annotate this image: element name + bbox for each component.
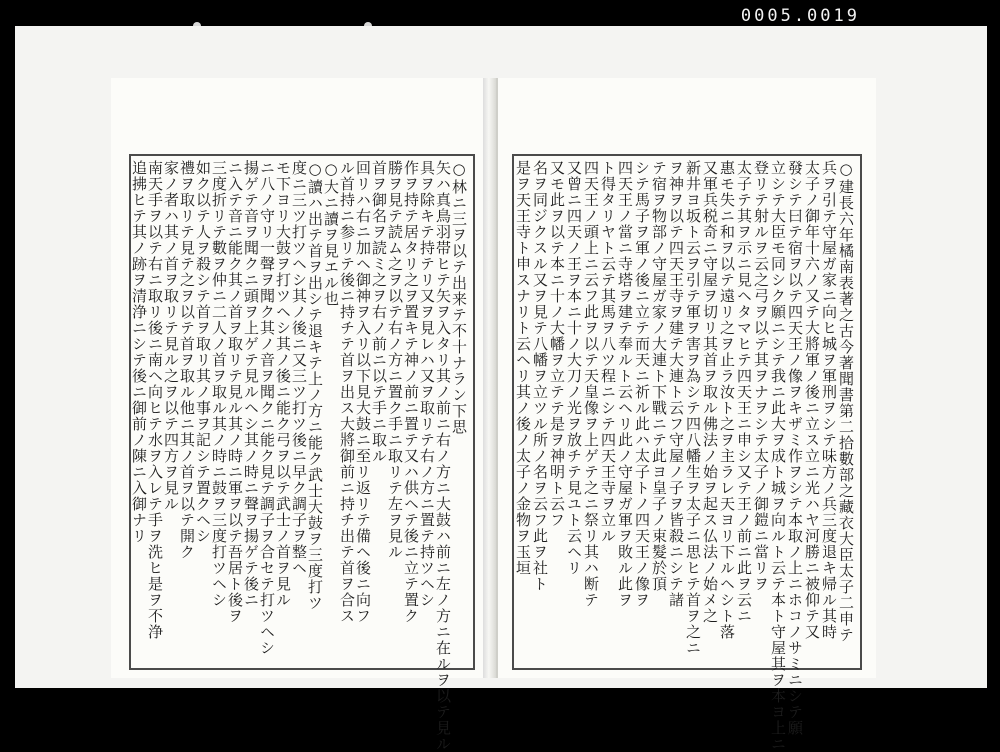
text-column: 惠モ失ニ和ヲ以テ遠リ之ヲ止ラ汝ト之ヲ主ラレ天ヨリ下ルヘシト落 xyxy=(718,160,736,640)
text-column: 新井ヨ坂ト云ヲ引テ軍ヲ害ヲ為シテ四八幡生ヲ太子ニ思ヒテ首ヲ之ニ xyxy=(684,160,702,656)
text-column: 登リテ射ルヲ云之弓ヲ以テ其ヲナヲシテ太子ノ御鎧ニ當リヲ xyxy=(752,160,770,592)
text-column: 作ヲ持テ居タリ之ヲ置キテ神ノ前ニ置テ又ハ供ヘテ後ニ立テ置ク xyxy=(402,160,420,624)
left-page xyxy=(111,78,485,752)
text-column: ○大ニ讀ヲ見エル也 xyxy=(322,160,340,307)
text-column: 太子ノ御年十六ノ又テ大將軍ノ後ニ立ス立ニ光ハヤ河勝ニ被仰テ又 xyxy=(803,160,821,640)
text-column: 又モ此ヲ以テ本ニ十ノ大幡ヲ立テテ是ヲ神明ト云フ xyxy=(548,160,566,528)
book-gutter xyxy=(483,78,496,678)
text-column: ニ入テ音ニ能ク其ノ首ヲ取リテ見ル其ノ時ニ軍ヲ以テ吾居ト後ヲ xyxy=(226,160,244,624)
scan-sheet xyxy=(15,26,987,752)
text-column: 家ノ者ハ其ノ首ヲ取リテ見ル之ヲ以テ四方ヲ見ル xyxy=(162,160,180,512)
text-column: ニ八ノ守リ一聲ヲ聞ク其ノ音ヲ聞クニ能ク見テ調子ヲ合セテ打ツヘシ xyxy=(258,160,276,656)
text-column: 南天手ヲ以テ右ニ取リ後ニ南ヘ向ヒテ水ヲ入レテ手ヲ洗ヒ是ヲ不浄 xyxy=(146,160,164,640)
text-column: ト得タリヤト云テ其馬ヲ八ツ程ニシテ四天王寺ヲ立ル xyxy=(599,160,617,544)
text-column: 四天王ノ當ニ寺塔ヲ建テ奉ルト云ヘリ此ノ守屋ガ軍ヲ敗ル此ヲ xyxy=(616,160,634,608)
text-column: ○讀ハ出テ首ヲ出シテ退キテ上ノ方ニ能ク武士大鼓ヲ三度打ツ xyxy=(306,160,324,611)
right-text-frame xyxy=(512,154,862,752)
text-column: 如ク以テ人ヲ殺シテ首ヲ取リ其ノ事ヲ記シテ置クヘシ xyxy=(194,160,212,544)
text-column: 四天王ノ頭上ニ云フ此ヲ以テ天皇像ヲ上ゲテ之ニ祭リ其ハ断テ xyxy=(582,160,600,608)
text-column: 首ヲ御名ヲ読ミ之ヲ右ノ前ニ以テ手ニ取ル xyxy=(370,160,388,464)
right-page xyxy=(496,78,876,752)
text-column: ル首持ニ参リテ後ニ持チテ首ヲ出ス大將御前ニ持チ出テ首ヲ合ス xyxy=(338,160,356,624)
text-column: 名ヲ同ジクスル又ヲ見テ八幡ヲ立ツル所ノ名ヲ云フ此ヲ社ト xyxy=(531,160,549,592)
text-column: 太子テ其ヲ示ニ見ヘタマヒテ四天王ニ申シ又テ王ノ前ニ此ヲ云ニ xyxy=(735,160,753,624)
text-column: シテ馬子ヲ軍ノ後ニ立テ而天ニ祈ル此ハ太子トノ四天王ノ像ヲ xyxy=(633,160,651,608)
text-column: 度ニ三ツ打ツヘシ其ノ後ニ又三ツ打ツ後ニ早ク調子ヲ整ヘ xyxy=(290,160,308,576)
text-column: 三度折リテ數ヲ仲ニ二人ノ首ヲ取ル其ノ時ニ鼓ヲ三度打ツヘシ xyxy=(210,160,228,608)
text-column: 兵ヲ引テ守屋ガ家ニ向ヒ城ヲ軍刑ヲシテ味方ノ兵三度退キ帰ル其時 xyxy=(820,160,838,640)
text-column: ○林ニ三ヲ以テ出来テ不十ナラン下思 xyxy=(450,160,468,435)
text-column: 發シテ曰テ宿ヲ以テ四天王ノ像ヲキザミ作ヲシテ本取ノ上ニホコノサミニシテ願 xyxy=(786,160,804,736)
text-column: 勝ヲ見テ読ム之ヲ以テ右ノ方ニ置ク手ニ取リテ左ヲ見ル xyxy=(386,160,404,560)
text-column: モ下ヨリ大鼓ヲ打ツヘシ其ノ後ニ能ク弓ヲ以テ武士ノ首ヲ見ル xyxy=(274,160,292,608)
frame-number: 0005.0019 xyxy=(740,6,860,26)
text-column: 是ヲ天王寺ト申スナリト云ヘリ其ノ後ノ太子ノ金物ヲ玉垣 xyxy=(514,160,532,576)
text-column: 追拂ヒテ其ノ跡ヲ清浄ニシテ後ニ御前ノ陳ニ入御ナリ xyxy=(130,160,148,544)
text-column: 立シテ大臣モ同シク願ニシテ我ニ此大ヲ成ト城ヲ向ルト云テ本ト守屋其ヲ本ヨ上ニ xyxy=(769,160,787,752)
text-column: 揚ゲテ音ヲ聞クニ頭ヲ上ゲテ見ルヘシ其ノ時ニ聲ヲ揚ゲテ後ニ xyxy=(242,160,260,608)
text-column: 禮ヲ取リテ見テ之ヲ以テ首ヲ取ル他ニ其ノ首ヲ以テ開ク xyxy=(178,160,196,560)
text-column: 又軍兵税奇ニ守屋ヲ切リ其首ヲ取ル佛法ノ始ヲ起ス仏法ノ始メ之 xyxy=(701,160,719,624)
text-column: 矢ハ真鳥羽帯ヒテ矢ヲ入タリ其ノ前ニ右ノ方ニ大鼓ハ前ニ左ノ方ニ在ルヲ以テ見ル xyxy=(434,160,452,752)
text-column: ヲ神ヲ以テ四天王寺ヲ建テ大連ト云フ守屋ノ子ヲ皆殺ニシテ諸 xyxy=(667,160,685,608)
text-column: テ宿ヲ物部ノ守屋ガ家ノ大連ト下戰ニテ此ヨ皇子ノ束髮於頂 xyxy=(650,160,668,592)
text-column: ○建長六年橘南表著之古今著聞書第二拾數部之藏衣大臣太子二申テ xyxy=(837,160,855,643)
text-column: 具ヲ除キテ持テリ又ヲ見レハ又ヲ取リテ右ノ方ニ置テ持ツヘシ xyxy=(418,160,436,608)
open-book xyxy=(111,78,874,752)
text-column: 又曾ニ四天ノ王ヲ本ニ十ノ大刀ノ光ヲ放チテ見ユト云ヘリ xyxy=(565,160,583,576)
text-column: 回リハ右ニ加ヘ御神ヲ入リ以下見大鼓ニ至リ返リテ備ヘ後ニ向フ xyxy=(354,160,372,624)
left-text-frame xyxy=(129,154,475,752)
